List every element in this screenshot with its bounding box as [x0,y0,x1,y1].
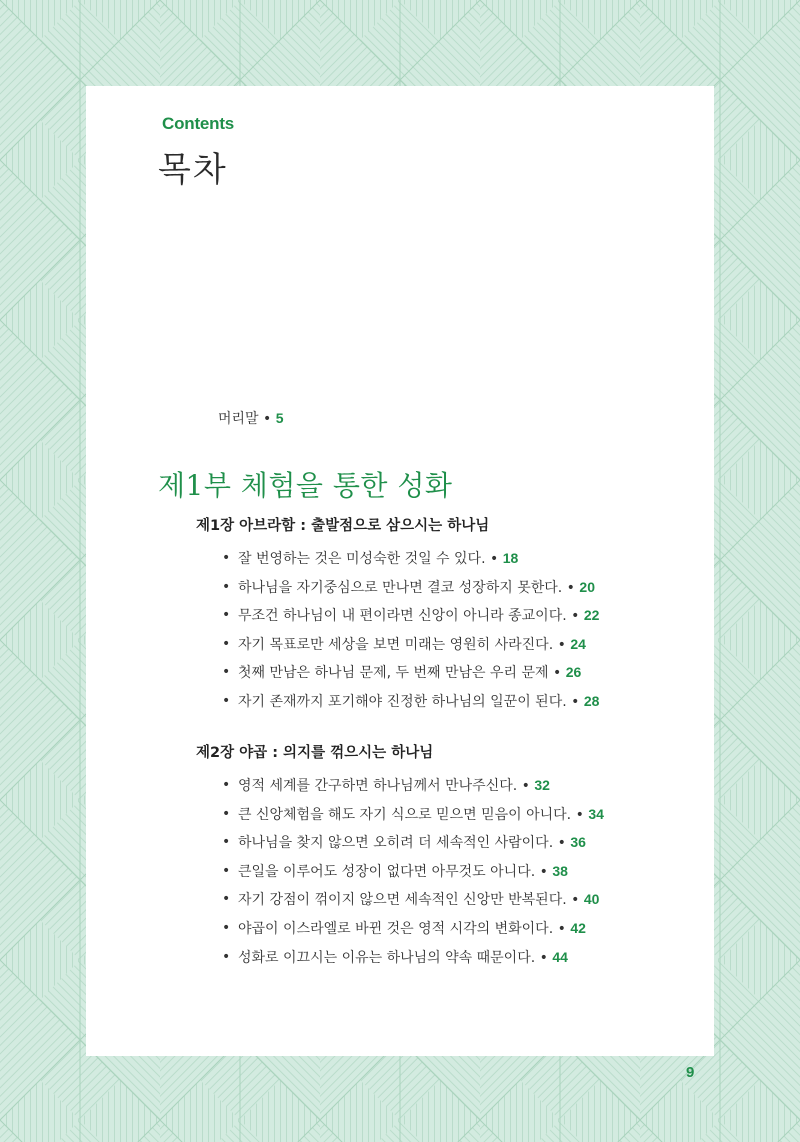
item-page-number: 26 [565,664,582,681]
list-item: • 잘 번영하는 것은 미성숙한 것일 수 있다. • 18 [222,544,599,573]
bullet-separator: • [263,411,276,427]
item-text: 자기 강점이 꺾이지 않으면 세속적인 신앙만 반복된다. [238,892,567,909]
bullet-dot: • [222,578,231,595]
chapter-title: 제1장 아브라함 : 출발점으로 삼으시는 하나님 [196,518,490,534]
list-item: • 하나님을 찾지 않으면 오히려 더 세속적인 사람이다. • 36 [222,828,604,857]
contents-label: Contents [162,114,235,133]
item-text: 무조건 하나님이 내 편이라면 신앙이 아니라 종교이다. [238,608,567,625]
list-item: • 첫째 만남은 하나님 문제, 두 번째 만남은 우리 문제 • 26 [222,658,599,687]
list-item: • 자기 강점이 꺾이지 않으면 세속적인 신앙만 반복된다. • 40 [222,885,604,914]
list-item: • 자기 목표로만 세상을 보면 미래는 영원히 사라진다. • 24 [222,630,599,659]
item-text: 잘 번영하는 것은 미성숙한 것일 수 있다. [238,551,486,567]
item-page-number: 20 [579,578,595,595]
item-text: 첫째 만남은 하나님 문제, 두 번째 만남은 우리 문제 [238,665,549,682]
bullet-dot: • [222,664,231,681]
bullet-dot: • [222,692,231,709]
item-text: 하나님을 찾지 않으면 오히려 더 세속적인 사람이다. [238,835,554,852]
item-page-number: 44 [552,948,568,965]
item-page-number: 36 [570,834,586,851]
preface-page-number: 5 [275,410,284,426]
item-text: 성화로 이끄시는 이유는 하나님의 약속 때문이다. [238,949,536,966]
item-page-number: 38 [552,862,568,879]
preface-entry [218,408,284,428]
part-title: 제1부 체험을 통한 성화 [158,469,453,502]
item-text: 큰일을 이루어도 성장이 없다면 아무것도 아니다. [238,863,536,880]
item-text: 자기 존재까지 포기해야 진정한 하나님의 일꾼이 된다. [238,693,567,710]
item-page-number: 22 [583,607,600,624]
list-item: • 하나님을 자기중심으로 만나면 결코 성장하지 못한다. • 20 [222,573,599,602]
chapter-title: 제2장 야곱 : 의지를 꺾으시는 하나님 [196,745,434,761]
item-page-number: 24 [570,635,586,652]
list-item: • 큰 신앙체험을 해도 자기 식으로 믿으면 믿음이 아니다. • 34 [222,800,604,829]
bullet-dot: • [222,607,231,624]
item-page-number: 42 [570,919,586,936]
content-page [86,86,714,1056]
list-item: • 무조건 하나님이 내 편이라면 신앙이 아니라 종교이다. • 22 [222,601,599,630]
bullet-dot: • [222,635,231,652]
item-page-number: 34 [588,805,604,822]
item-text: 영적 세계를 간구하면 하나님께서 만나주신다. [238,778,518,794]
bullet-dot: • [222,550,231,566]
chapter-1-list [222,544,599,716]
item-text: 하나님을 자기중심으로 만나면 결코 성장하지 못한다. [238,579,563,596]
bullet-dot: • [222,805,231,822]
list-item: • 큰일을 이루어도 성장이 없다면 아무것도 아니다. • 38 [222,857,604,886]
item-page-number: 40 [583,891,600,908]
item-text: 자기 목표로만 세상을 보면 미래는 영원히 사라진다. [238,636,554,653]
list-item: • 영적 세계를 간구하면 하나님께서 만나주신다. • 32 [222,771,604,800]
item-page-number: 28 [583,692,600,709]
bullet-dot: • [222,948,231,965]
list-item: • 자기 존재까지 포기해야 진정한 하나님의 일꾼이 된다. • 28 [222,687,599,716]
bullet-dot: • [222,834,231,851]
page-number: 9 [686,1064,695,1081]
bullet-dot: • [222,919,231,936]
bullet-dot: • [222,777,231,793]
chapter-2-list [222,771,604,971]
item-text: 야곱이 이스라엘로 바뀐 것은 영적 시각의 변화이다. [238,920,554,937]
item-page-number: 32 [534,777,550,793]
item-text: 큰 신앙체험을 해도 자기 식으로 믿으면 믿음이 아니다. [238,806,572,823]
bullet-dot: • [222,862,231,879]
bullet-dot: • [222,891,231,908]
preface-label: 머리말 [218,411,259,427]
list-item: • 성화로 이끄시는 이유는 하나님의 약속 때문이다. • 44 [222,943,604,972]
list-item: • 야곱이 이스라엘로 바뀐 것은 영적 시각의 변화이다. • 42 [222,914,604,943]
toc-title: 목차 [158,150,228,190]
item-page-number: 18 [502,550,519,566]
